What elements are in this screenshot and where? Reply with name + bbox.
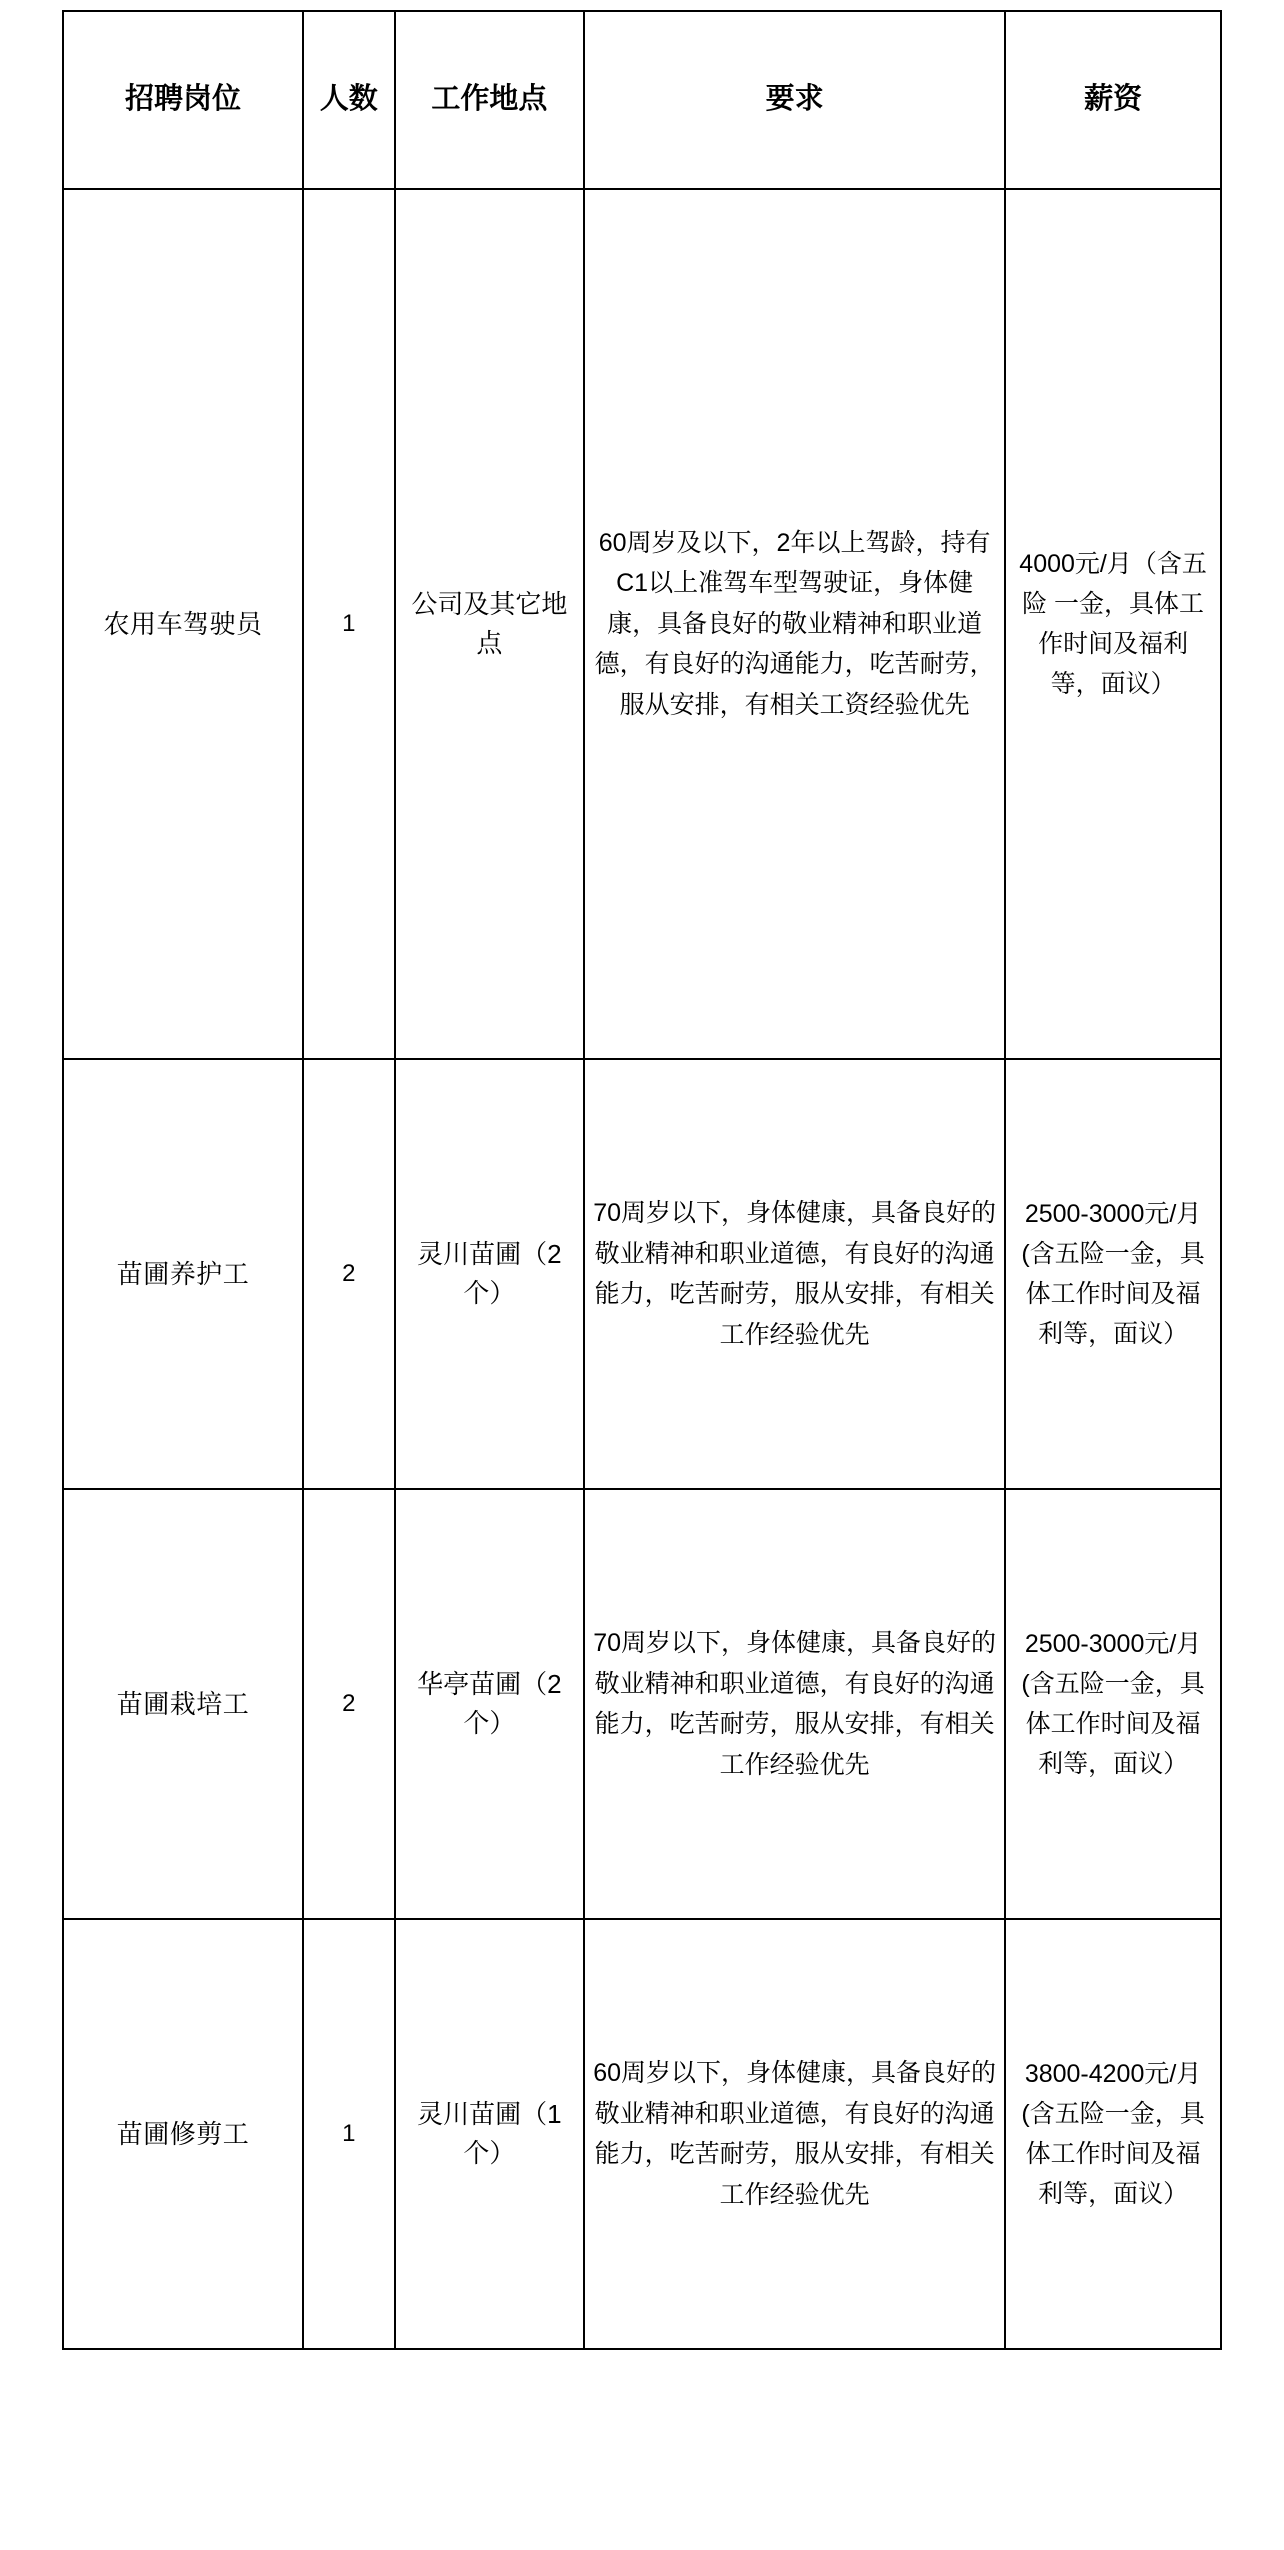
cell-place: 公司及其它地点 xyxy=(395,189,584,1059)
cell-requirement: 60周岁及以下，2年以上驾龄，持有C1以上准驾车型驾驶证，身体健康，具备良好的敬业精神和职业道德，有良好的沟通能力，吃苦耐劳，服从安排，有相关工资经验优先 xyxy=(584,189,1005,1059)
cell-position: 农用车驾驶员 xyxy=(63,189,303,1059)
table-row xyxy=(63,1059,1221,1489)
cell-salary: 2500-3000元/月(含五险一金，具体工作时间及福利等，面议） xyxy=(1005,1489,1221,1919)
column-header-count: 人数 xyxy=(303,11,395,189)
cell-requirement: 60周岁以下，身体健康，具备良好的敬业精神和职业道德，有良好的沟通能力，吃苦耐劳，服从安排，有相关工作经验优先 xyxy=(584,1919,1005,2349)
cell-requirement: 70周岁以下，身体健康，具备良好的敬业精神和职业道德，有良好的沟通能力，吃苦耐劳，服从安排，有相关工作经验优先 xyxy=(584,1489,1005,1919)
cell-place: 灵川苗圃（2个） xyxy=(395,1059,584,1489)
column-header-requirement: 要求 xyxy=(584,11,1005,189)
table-body xyxy=(63,189,1221,2349)
cell-salary: 2500-3000元/月(含五险一金，具体工作时间及福利等，面议） xyxy=(1005,1059,1221,1489)
cell-requirement: 70周岁以下，身体健康，具备良好的敬业精神和职业道德，有良好的沟通能力，吃苦耐劳，服从安排，有相关工作经验优先 xyxy=(584,1059,1005,1489)
cell-position: 苗圃养护工 xyxy=(63,1059,303,1489)
column-header-salary: 薪资 xyxy=(1005,11,1221,189)
cell-count: 1 xyxy=(303,189,395,1059)
cell-salary: 3800-4200元/月(含五险一金，具体工作时间及福利等，面议） xyxy=(1005,1919,1221,2349)
cell-count: 1 xyxy=(303,1919,395,2349)
cell-count: 2 xyxy=(303,1489,395,1919)
cell-count: 2 xyxy=(303,1059,395,1489)
recruitment-table xyxy=(62,10,1222,2350)
cell-salary: 4000元/月（含五险 一金，具体工作时间及福利等，面议） xyxy=(1005,189,1221,1059)
table-row xyxy=(63,1919,1221,2349)
cell-position: 苗圃栽培工 xyxy=(63,1489,303,1919)
cell-place: 灵川苗圃（1个） xyxy=(395,1919,584,2349)
table-header xyxy=(63,11,1221,189)
table-row xyxy=(63,1489,1221,1919)
table-row xyxy=(63,189,1221,1059)
cell-place: 华亭苗圃（2个） xyxy=(395,1489,584,1919)
cell-position: 苗圃修剪工 xyxy=(63,1919,303,2349)
table-header-row xyxy=(63,11,1221,189)
column-header-place: 工作地点 xyxy=(395,11,584,189)
column-header-position: 招聘岗位 xyxy=(63,11,303,189)
